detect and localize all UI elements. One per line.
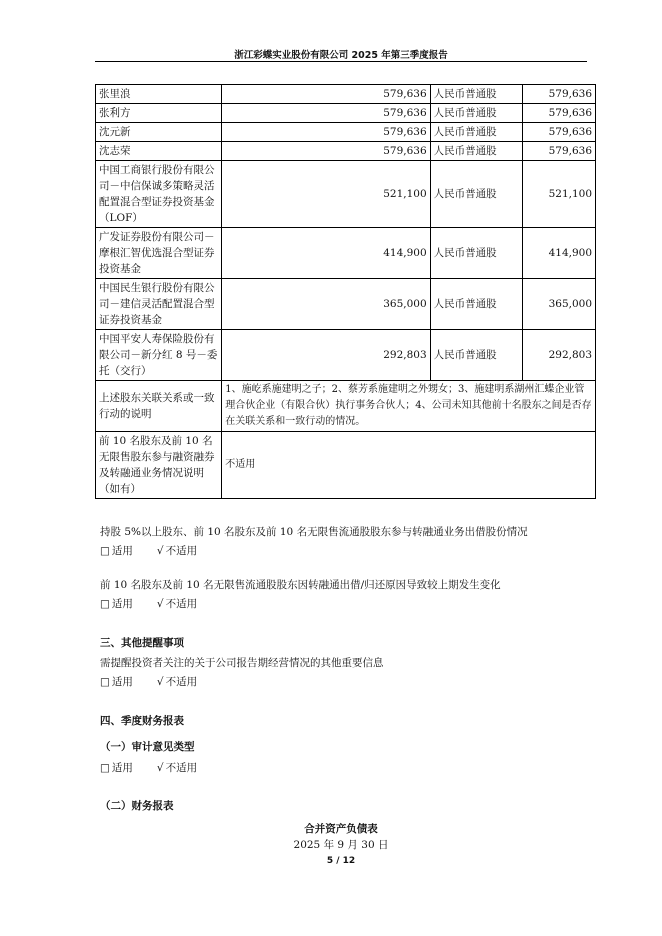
table-row	[96, 104, 596, 123]
share-quantity: 579,636	[222, 142, 430, 161]
lending-options	[100, 543, 197, 558]
table-row	[96, 161, 596, 228]
table-row	[96, 142, 596, 161]
holder-name: 中国工商银行股份有限公司－中信保诚多策略灵活配置混合型证券投资基金（LOF）	[96, 161, 222, 228]
audit-options	[100, 760, 197, 775]
relation-row	[96, 381, 596, 432]
margin-label: 前 10 名股东及前 10 名无限售股东参与融资融券及转融通业务情况说明（如有）	[96, 432, 222, 499]
lending-paragraph: 持股 5%以上股东、前 10 名股东及前 10 名无限售流通股股东参与转融通业务出借股份情况	[100, 526, 528, 538]
share-amount: 521,100	[522, 161, 595, 228]
share-amount: 579,636	[522, 104, 595, 123]
checkmark-icon: √	[156, 676, 164, 688]
holder-name: 沈元新	[96, 123, 222, 142]
change-options	[100, 596, 197, 611]
checkbox-empty-icon: □	[100, 676, 110, 688]
option-not-applicable: 不适用	[165, 598, 198, 610]
share-amount: 579,636	[522, 123, 595, 142]
share-amount: 292,803	[522, 330, 595, 381]
share-type: 人民币普通股	[430, 142, 522, 161]
change-paragraph: 前 10 名股东及前 10 名无限售流通股股东因转融通出借/归还原因导致较上期发生变化	[100, 579, 501, 591]
subsection-heading: （一）审计意见类型	[100, 741, 195, 753]
share-type: 人民币普通股	[430, 330, 522, 381]
option-not-applicable: 不适用	[165, 762, 198, 774]
share-quantity: 365,000	[222, 279, 430, 330]
share-quantity: 292,803	[222, 330, 430, 381]
table-row	[96, 228, 596, 279]
option-applicable: 适用	[111, 545, 133, 557]
statement-title: 合并资产负债表	[304, 823, 378, 835]
subsection-heading: （二）财务报表	[100, 800, 174, 812]
option-not-applicable: 不适用	[165, 545, 198, 557]
section-heading: 四、季度财务报表	[100, 715, 184, 727]
share-type: 人民币普通股	[430, 85, 522, 104]
table-row	[96, 279, 596, 330]
checkmark-icon: √	[156, 545, 164, 557]
share-type: 人民币普通股	[430, 161, 522, 228]
checkbox-empty-icon: □	[100, 762, 110, 774]
page-number: 5 / 12	[326, 856, 356, 866]
shareholder-table	[95, 84, 596, 499]
holder-name: 张利方	[96, 104, 222, 123]
checkbox-empty-icon: □	[100, 598, 110, 610]
table-row	[96, 330, 596, 381]
holder-name: 中国民生银行股份有限公司－建信灵活配置混合型证券投资基金	[96, 279, 222, 330]
header-divider	[95, 61, 587, 62]
option-applicable: 适用	[111, 676, 133, 688]
share-type: 人民币普通股	[430, 279, 522, 330]
share-type: 人民币普通股	[430, 123, 522, 142]
checkmark-icon: √	[156, 598, 164, 610]
share-type: 人民币普通股	[430, 104, 522, 123]
checkbox-empty-icon: □	[100, 545, 110, 557]
margin-text: 不适用	[222, 432, 596, 499]
section-heading: 三、其他提醒事项	[100, 637, 184, 649]
share-type: 人民币普通股	[430, 228, 522, 279]
share-quantity: 579,636	[222, 104, 430, 123]
share-amount: 579,636	[522, 142, 595, 161]
option-applicable: 适用	[111, 598, 133, 610]
option-applicable: 适用	[111, 762, 133, 774]
share-quantity: 521,100	[222, 161, 430, 228]
share-amount: 414,900	[522, 228, 595, 279]
reminder-options	[100, 674, 197, 689]
table-row	[96, 85, 596, 104]
share-quantity: 579,636	[222, 123, 430, 142]
statement-date: 2025 年 9 月 30 日	[293, 839, 389, 851]
margin-row	[96, 432, 596, 499]
holder-name: 沈志荣	[96, 142, 222, 161]
holder-name: 张里浪	[96, 85, 222, 104]
option-not-applicable: 不适用	[165, 676, 198, 688]
table-row	[96, 123, 596, 142]
share-quantity: 414,900	[222, 228, 430, 279]
share-quantity: 579,636	[222, 85, 430, 104]
holder-name: 广发证券股份有限公司－摩根汇智优选混合型证券投资基金	[96, 228, 222, 279]
page-header: 浙江彩蝶实业股份有限公司 2025 年第三季度报告	[234, 50, 448, 61]
checkmark-icon: √	[156, 762, 164, 774]
share-amount: 365,000	[522, 279, 595, 330]
share-amount: 579,636	[522, 85, 595, 104]
relation-text: 1、施屹系施建明之子；2、蔡芳系施建明之外甥女；3、施建明系湖州汇蝶企业管理合伙企业（有限合伙）执行事务合伙人；4、公司未知其他前十名股东之间是否存在关联关系和一致行动的情况。	[222, 381, 596, 432]
reminder-paragraph: 需提醒投资者关注的关于公司报告期经营情况的其他重要信息	[100, 657, 384, 669]
relation-label: 上述股东关联关系或一致行动的说明	[96, 381, 222, 432]
holder-name: 中国平安人寿保险股份有限公司－新分红 8 号－委托（交行）	[96, 330, 222, 381]
